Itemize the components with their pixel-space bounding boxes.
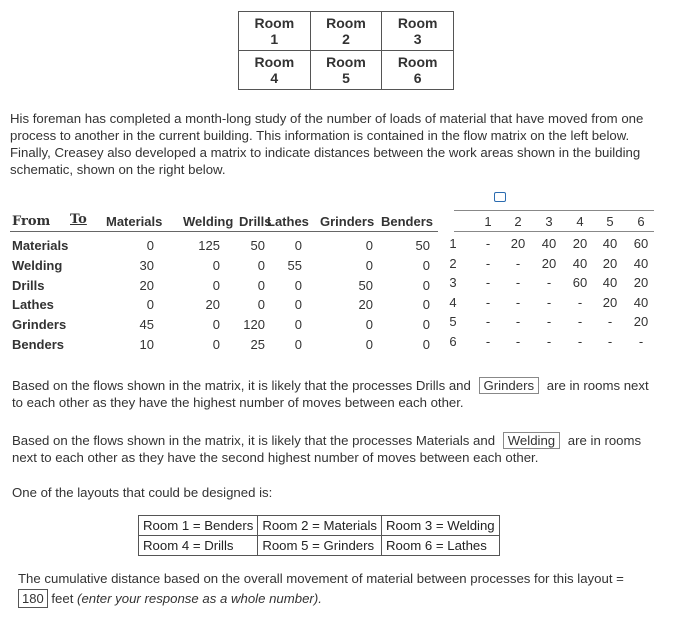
final-question: The cumulative distance based on the overall movement of material between processes for this layout = 180 feet (enter your response as a whole number). [18,571,624,606]
flow-row-label: Drills [12,278,45,293]
col-header: Materials [106,214,163,229]
distance-row-label: 6 [449,334,457,349]
room-cell: Room 2 [310,12,382,51]
distance-row-label: 5 [449,314,457,329]
distance-cell: - [546,275,552,290]
room-cell: Room 4 [239,51,311,90]
corner-to: To [70,212,87,227]
distance-cell: - [546,295,552,310]
distance-cell: - [485,314,491,329]
flow-cell: 0 [422,317,430,332]
col-header: Lathes [267,214,309,229]
intro-line: process to another in the current building. This information is contained in the flow matrix on the left below. [10,128,630,143]
flow-cell: 0 [422,258,430,273]
distance-cell: 60 [633,236,649,251]
distance-col-header: 5 [606,214,614,229]
flow-cell: 0 [422,278,430,293]
distance-cell: - [577,334,583,349]
flow-cell: 20 [205,297,220,312]
distance-col-header: 1 [484,214,492,229]
distance-cell: 20 [602,256,618,271]
distance-row-label: 1 [449,236,457,251]
layout-table [138,515,500,556]
flow-cell: 50 [358,278,373,293]
flow-cell: 50 [250,238,265,253]
layout-cell: Room 1 = Benders [139,516,258,536]
distance-row-label: 3 [449,275,457,290]
flow-cell: 0 [294,238,302,253]
distance-col-header: 4 [576,214,584,229]
distance-cell: - [485,275,491,290]
flow-cell: 25 [250,337,265,352]
flow-cell: 0 [422,297,430,312]
materials-pair-select[interactable]: Welding [503,432,560,449]
distance-cell: 40 [541,236,557,251]
flow-cell: 0 [212,317,220,332]
distance-cell: - [515,334,521,349]
distance-row-label: 4 [449,295,457,310]
flow-cell: 0 [146,297,154,312]
distance-row-label: 2 [449,256,457,271]
distance-cell: - [607,334,613,349]
flow-row-label: Grinders [12,317,67,332]
flow-cell: 120 [243,317,265,332]
flow-cell: 20 [358,297,373,312]
flow-cell: 0 [212,278,220,293]
flow-cell: 10 [139,337,154,352]
col-header: Drills [239,214,272,229]
col-header: Benders [381,214,434,229]
drills-pair-select[interactable]: Grinders [479,377,540,394]
flow-cell: 0 [212,258,220,273]
flow-cell: 0 [365,238,373,253]
flow-cell: 0 [257,278,265,293]
flow-cell: 0 [365,258,373,273]
flow-cell: 0 [365,317,373,332]
flow-row-label: Welding [12,258,63,273]
copy-icon[interactable] [494,192,506,202]
flow-row-label: Materials [12,238,69,253]
distance-cell: 40 [572,256,588,271]
flow-cell: 0 [294,317,302,332]
intro-paragraph [10,110,695,178]
distance-cell: 20 [602,295,618,310]
question-1: Based on the flows shown in the matrix, it is likely that the processes Drills and Grinders are in rooms next to each other as they have the highest number of moves between each other. [12,378,649,410]
distance-cell: 20 [633,314,649,329]
flow-cell: 0 [257,258,265,273]
distance-cell: - [515,295,521,310]
col-header: Grinders [320,214,375,229]
flow-cell: 0 [294,278,302,293]
distance-cell: - [485,334,491,349]
flow-cell: 20 [139,278,154,293]
distance-cell: - [485,256,491,271]
flow-cell: 50 [415,238,430,253]
distance-col-header: 2 [514,214,522,229]
question-2: Based on the flows shown in the matrix, it is likely that the processes Materials and Welding are in rooms next to each other as they have the second highest number of moves between each other. [12,433,642,465]
distance-cell: 40 [633,295,649,310]
distance-cell: - [546,334,552,349]
flow-cell: 30 [139,258,154,273]
distance-col-header: 6 [637,214,645,229]
layout-cell: Room 2 = Materials [258,516,382,536]
flow-cell: 0 [294,337,302,352]
flow-cell: 55 [287,258,302,273]
distance-cell: 40 [602,236,618,251]
distance-cell: 20 [541,256,557,271]
distance-col-header: 3 [545,214,553,229]
distance-cell: - [485,236,491,251]
distance-cell: - [546,314,552,329]
room-cell: Room 5 [310,51,382,90]
flow-cell: 0 [422,337,430,352]
room-cell: Room 6 [382,51,454,90]
distance-cell: 20 [572,236,588,251]
distance-cell: 60 [572,275,588,290]
distance-cell: - [515,314,521,329]
header-rule [454,231,654,232]
flow-row-label: Benders [12,337,65,352]
distance-cell: - [607,314,613,329]
layout-cell: Room 5 = Grinders [258,536,382,556]
layout-intro: One of the layouts that could be designed is: [12,485,273,500]
layout-cell: Room 3 = Welding [382,516,500,536]
layout-cell: Room 4 = Drills [139,536,258,556]
distance-cell: - [577,314,583,329]
corner-from: From [12,214,51,229]
layout-cell: Room 6 = Lathes [382,536,500,556]
flow-row-label: Lathes [12,297,54,312]
intro-line: Finally, Creasey also developed a matrix to indicate distances between the work areas shown in the building [10,145,641,160]
flow-cell: 45 [139,317,154,332]
distance-cell: - [638,334,644,349]
room-schematic [238,11,454,90]
flow-cell: 0 [146,238,154,253]
intro-line: His foreman has completed a month-long study of the number of loads of material that have moved from one [10,111,644,126]
top-rule [454,210,654,211]
intro-line: schematic, shown on the right below. [10,162,226,177]
flow-cell: 0 [294,297,302,312]
distance-cell: - [515,256,521,271]
flow-cell: 0 [365,337,373,352]
distance-cell: 20 [510,236,526,251]
flow-cell: 0 [257,297,265,312]
flow-cell: 0 [212,337,220,352]
distance-cell: - [515,275,521,290]
flow-cell: 125 [198,238,220,253]
distance-cell: - [577,295,583,310]
distance-cell: 40 [633,256,649,271]
header-rule [10,231,438,232]
distance-cell: 20 [633,275,649,290]
distance-answer-input[interactable]: 180 [18,589,48,608]
col-header: Welding [183,214,234,229]
room-cell: Room 3 [382,12,454,51]
distance-cell: - [485,295,491,310]
room-cell: Room 1 [239,12,311,51]
distance-cell: 40 [602,275,618,290]
